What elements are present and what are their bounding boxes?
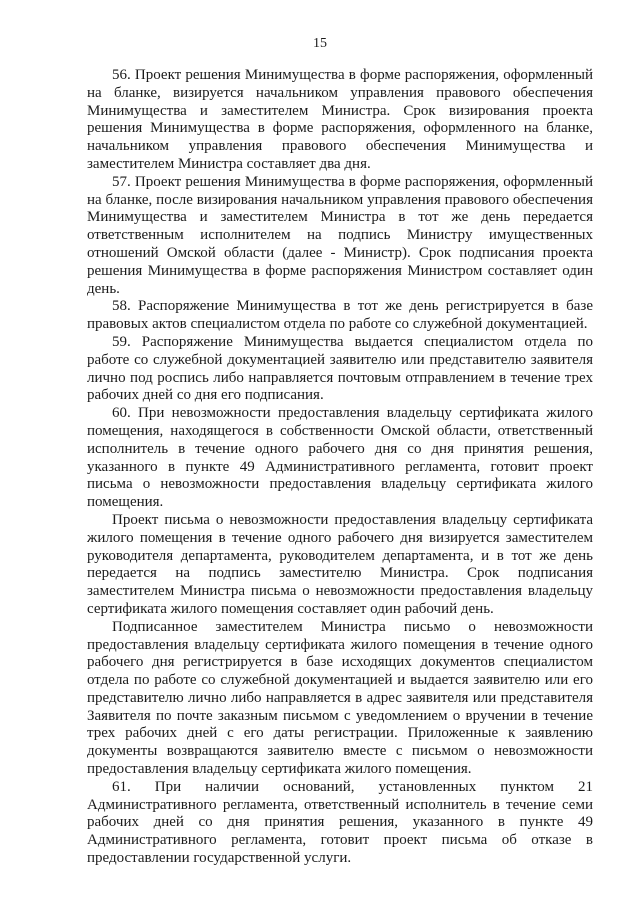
paragraph-57: 57. Проект решения Минимущества в форме распоряжения, оформленный на бланке, после визирования начальником управления правового обеспечения Минимущества и заместителем Министра в тот же день передается ответственным исполнителем на подпись Министру имущественных отношений Омской области (далее - Министр). Срок подписания проекта решения Минимущества в форме распоряжения Министром составляет один день. <box>87 173 593 297</box>
paragraph-61: 61. При наличии оснований, установленных пунктом 21 Административного регламента, ответственный исполнитель в течение семи рабочих дней со дня принятия решения, указанного в пункте 49 Административного регламента, готовит проект письма об отказе в предоставлении государственной услуги. <box>87 778 593 867</box>
paragraph-59: 59. Распоряжение Минимущества выдается специалистом отдела по работе со служебной документацией заявителю или представителю заявителя лично под роспись либо направляется почтовым отправлением в течение трех рабочих дней со дня его подписания. <box>87 333 593 404</box>
paragraph-56: 56. Проект решения Минимущества в форме распоряжения, оформленный на бланке, визируется начальником управления правового обеспечения Минимущества и заместителем Министра. Срок визирования проекта решения Минимущества в форме распоряжения, оформленного на бланке, начальником управления правового обеспечения Минимущества и заместителем Министра составляет два дня. <box>87 67 593 172</box>
document-body <box>87 67 593 868</box>
paragraph-60: 60. При невозможности предоставления владельцу сертификата жилого помещения, находящегося в собственности Омской области, ответственный исполнитель в течение одного рабочего дня со дня принятия решения, указанного в пункте 49 Административного регламента, готовит проект письма о невозможности предоставления владельцу сертификата жилого помещения. <box>87 405 593 511</box>
page-number: 15 <box>313 36 327 51</box>
paragraph-58: 58. Распоряжение Минимущества в тот же день регистрируется в базе правовых актов специалистом отдела по работе со служебной документацией. <box>87 298 593 333</box>
paragraph-60-letter-approval: Проект письма о невозможности предоставления владельцу сертификата жилого помещения в течение одного рабочего дня визируется заместителем руководителя департамента, руководителем департамента, и в тот же день передается на подпись заместителю Министра. Срок подписания заместителем Министра письма о невозможности предоставления владельцу сертификата жилого помещения составляет один рабочий день. <box>87 511 593 617</box>
paragraph-60-letter-registration: Подписанное заместителем Министра письмо о невозможности предоставления владельцу сертификата жилого помещения в течение одного рабочего дня регистрируется в базе исходящих документов специалистом отдела по работе со служебной документацией и выдается заявителю или его представителю лично либо направляется в адрес заявителя или представителя Заявителя по почте заказным письмом с уведомлением о вручении в течение трех рабочих дней с его даты регистрации. Приложенные к заявлению документы возвращаются заявителю вместе с письмом о невозможности предоставления владельцу сертификата жилого помещения. <box>87 618 593 778</box>
